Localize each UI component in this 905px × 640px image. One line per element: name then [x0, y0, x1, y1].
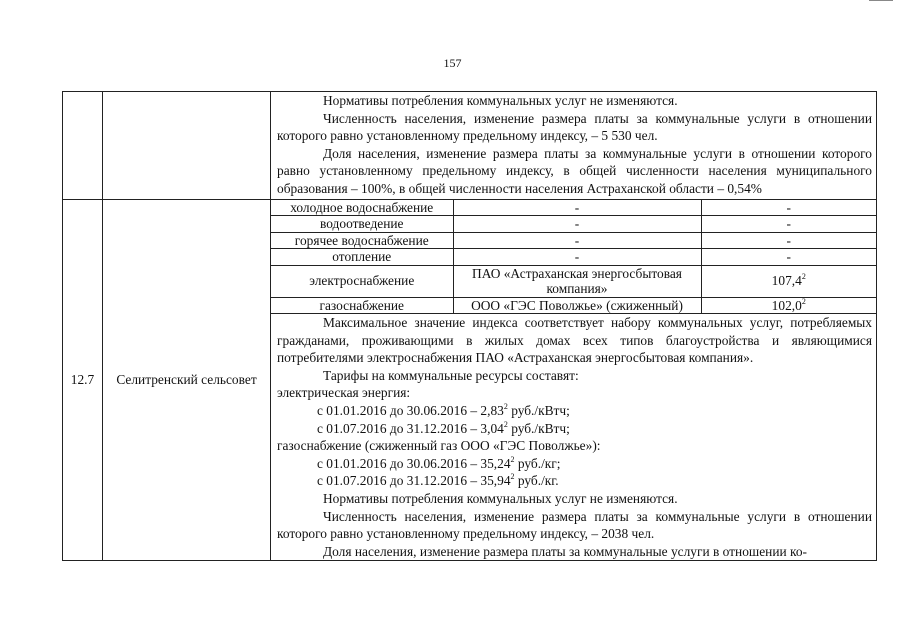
index-value: - — [701, 249, 876, 266]
index-value: - — [701, 232, 876, 249]
index-number: 107,4 — [771, 273, 802, 289]
gas-title: газоснабжение (сжиженный газ ООО «ГЭС Поволжье»): — [277, 438, 601, 454]
index-value — [701, 265, 876, 297]
max-index-paragraph: Максимальное значение индекса соответствует набору коммунальных услуг, потребляемых гражданами, проживающими в жилых домах всех типов благоустройства и являющимися потребителями электроснабжения ПАО «Астраханская энергосбытовая компания». — [277, 315, 872, 366]
footnote-mark: 2 — [801, 272, 806, 282]
tariffs-paragraph: Тарифы на коммунальные ресурсы составят: — [323, 367, 579, 383]
number-cell-empty — [63, 92, 103, 200]
tariff-table — [62, 91, 877, 561]
name-cell-empty — [103, 92, 271, 200]
supplier-name: ПАО «Астраханская энергосбытовая компания» — [453, 265, 701, 297]
services-table — [271, 200, 876, 315]
service-row — [271, 265, 876, 297]
electric-tariff-1: с 01.01.2016 до 30.06.2016 – 2,83$^2$ руб./кВтч; — [317, 402, 570, 419]
continued-text-cell — [271, 92, 877, 200]
supplier-name: - — [453, 232, 701, 249]
share-paragraph-2: Доля населения, изменение размера платы за коммунальные услуги в отношении ко- — [323, 543, 807, 559]
continued-row — [63, 92, 877, 200]
scan-mark — [869, 0, 893, 1]
service-row — [271, 200, 876, 216]
service-row — [271, 232, 876, 249]
gas-tariff-1: с 01.01.2016 до 30.06.2016 – 35,24$^2$ руб./кг; — [317, 454, 561, 471]
index-value: - — [701, 216, 876, 233]
service-name: газоснабжение — [271, 297, 453, 314]
supplier-name: - — [453, 200, 701, 216]
norms-paragraph: Нормативы потребления коммунальных услуг не изменяются. — [323, 93, 678, 108]
service-name: холодное водоснабжение — [271, 200, 453, 216]
population-paragraph: Численность населения, изменение размера платы за коммунальные услуги в отношении которого равно установленному предельному индексу, – 5 530 чел. — [277, 110, 872, 144]
service-row — [271, 297, 876, 314]
supplier-name: - — [453, 216, 701, 233]
service-name: отопление — [271, 249, 453, 266]
footnote-mark: 2 — [801, 296, 806, 306]
supplier-name: ООО «ГЭС Поволжье» (сжиженный) — [453, 297, 701, 314]
population-paragraph-2: Численность населения, изменение размера платы за коммунальные услуги в отношении которого равно установленному предельному индексу, – 2038 чел. — [277, 508, 872, 542]
service-row — [271, 216, 876, 233]
table-row — [63, 199, 877, 561]
electric-tariff-2: с 01.07.2016 до 31.12.2016 – 3,04$^2$ руб./кВтч; — [317, 419, 570, 436]
service-name: горячее водоснабжение — [271, 232, 453, 249]
page-number: 157 — [443, 56, 462, 70]
row-number: 12.7 — [63, 199, 103, 561]
service-name: водоотведение — [271, 216, 453, 233]
service-row — [271, 249, 876, 266]
supplier-name: - — [453, 249, 701, 266]
gas-tariff-2: с 01.07.2016 до 31.12.2016 – 35,94$^2$ руб./кг. — [317, 472, 559, 489]
details-cell — [271, 199, 877, 561]
share-paragraph: Доля населения, изменение размера платы за коммунальные услуги в отношении которого равно установленному предельному индексу, в общей численности населения муниципального образования – 100%, в общей численности населения Астраханской области – 0,54% — [277, 145, 872, 196]
electric-title: электрическая энергия: — [277, 385, 411, 401]
index-number: 102,0 — [771, 297, 802, 313]
service-name: электроснабжение — [271, 265, 453, 297]
index-value: - — [701, 200, 876, 216]
index-value — [701, 297, 876, 314]
municipality-name: Селитренский сельсовет — [103, 199, 271, 561]
norms-paragraph-2: Нормативы потребления коммунальных услуг не изменяются. — [323, 491, 678, 506]
